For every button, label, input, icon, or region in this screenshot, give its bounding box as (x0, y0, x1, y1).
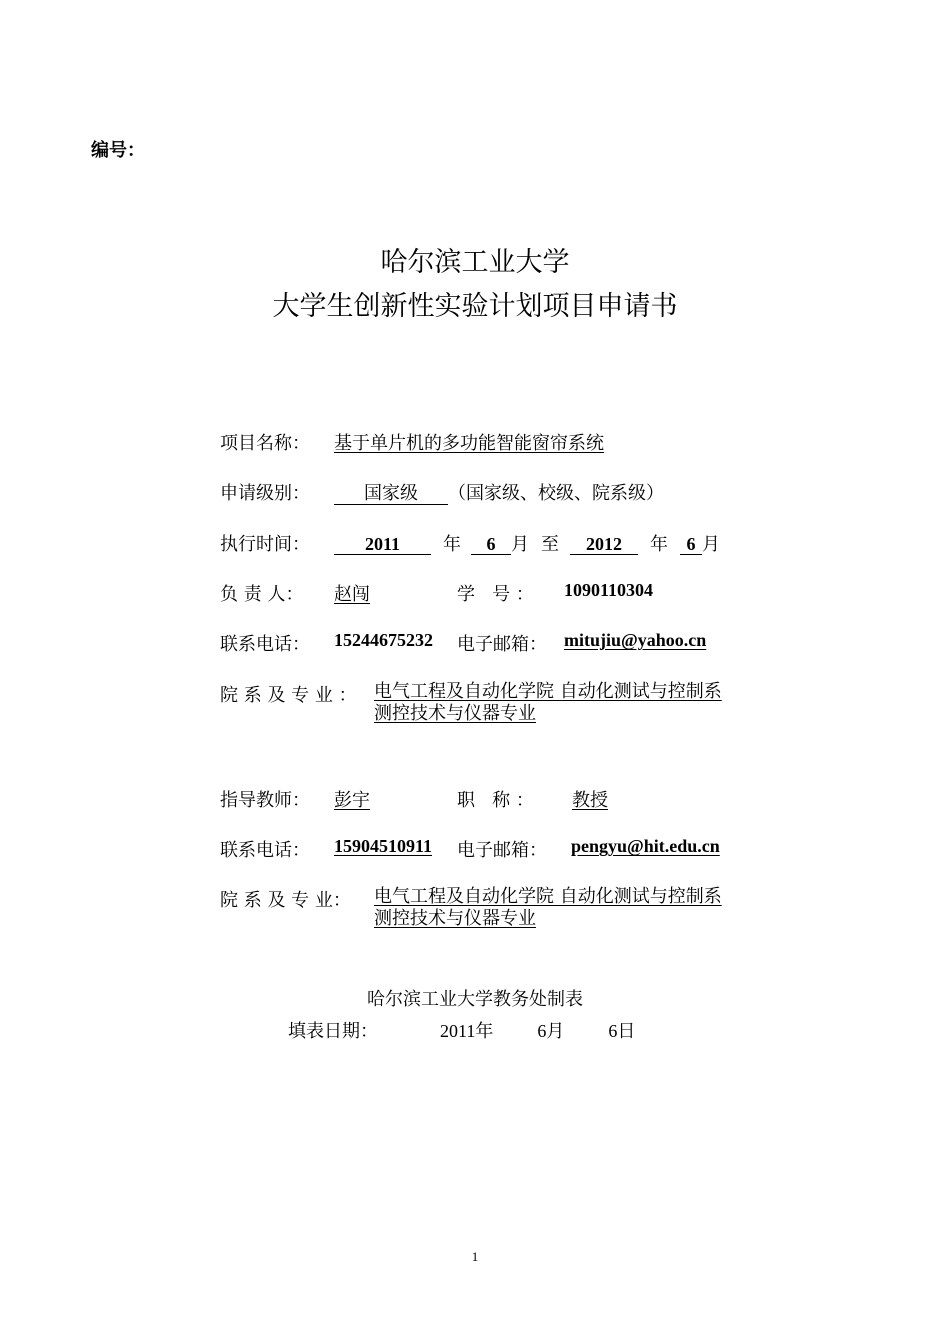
level-field (334, 479, 664, 505)
end-month: 6 (680, 534, 702, 555)
fill-date-value (440, 1017, 635, 1043)
fill-date-label: 填表日期： (288, 1021, 378, 1042)
leader-phone-value: 15244675232 (334, 630, 433, 650)
leader-id-label: 学 号 ： (457, 584, 534, 605)
doc-title-university: 哈尔滨工业大学 (380, 247, 570, 278)
leader-dept-label: 院 系 及 专 业 ： (220, 685, 357, 706)
end-year: 2012 (570, 534, 638, 555)
fill-month-char: 月 (546, 1021, 565, 1042)
leader-name-label: 负 责 人： (220, 584, 304, 605)
doc-title-main: 大学生创新性实验计划项目申请书 (272, 291, 678, 322)
start-year: 2011 (334, 534, 431, 555)
time-label: 执行时间： (220, 534, 310, 555)
project-name-label: 项目名称： (220, 433, 310, 454)
leader-email-value: mitujiu@yahoo.cn (564, 630, 707, 650)
advisor-email-label: 电子邮箱： (457, 840, 547, 861)
start-month: 6 (471, 534, 511, 555)
advisor-dept-value: 电气工程及自动化学院 自动化测试与控制系 测控技术与仪器专业 (374, 886, 722, 929)
leader-email-label: 电子邮箱： (457, 634, 547, 655)
advisor-title-value: 教授 (572, 790, 608, 811)
fill-day: 6 (608, 1021, 618, 1041)
project-name-value: 基于单片机的多功能智能窗帘系统 (334, 433, 604, 454)
end-month-char: 月 (702, 534, 720, 555)
level-options: （国家级、校级、院系级） (448, 483, 664, 504)
leader-phone-label: 联系电话： (220, 634, 310, 655)
time-field (334, 530, 720, 556)
start-year-char: 年 (443, 534, 461, 555)
end-year-char: 年 (650, 534, 668, 555)
advisor-phone-label: 联系电话： (220, 840, 310, 861)
serial-number-label: 编号： (91, 140, 145, 161)
fill-month: 6 (537, 1021, 547, 1041)
to-char: 至 (541, 534, 559, 555)
advisor-name-label: 指导教师： (220, 790, 310, 811)
fill-year: 2011 (440, 1021, 476, 1041)
fill-day-char: 日 (617, 1021, 636, 1042)
leader-dept-value: 电气工程及自动化学院 自动化测试与控制系 测控技术与仪器专业 (374, 681, 722, 724)
advisor-phone-value: 15904510911 (334, 836, 433, 856)
advisor-name-value: 彭宇 (334, 790, 370, 811)
page-number: 1 (471, 1249, 479, 1264)
fill-year-char: 年 (475, 1021, 494, 1042)
start-month-char: 月 (511, 534, 529, 555)
level-label: 申请级别： (220, 483, 310, 504)
advisor-email-value: pengyu@hit.edu.cn (571, 836, 720, 856)
leader-name-value: 赵闯 (334, 584, 370, 605)
issuer: 哈尔滨工业大学教务处制表 (367, 989, 583, 1010)
level-value: 国家级 (334, 484, 448, 505)
advisor-title-label: 职 称 ： (457, 790, 534, 811)
advisor-dept-label: 院 系 及 专 业： (220, 890, 351, 911)
leader-id-value: 1090110304 (564, 580, 654, 600)
